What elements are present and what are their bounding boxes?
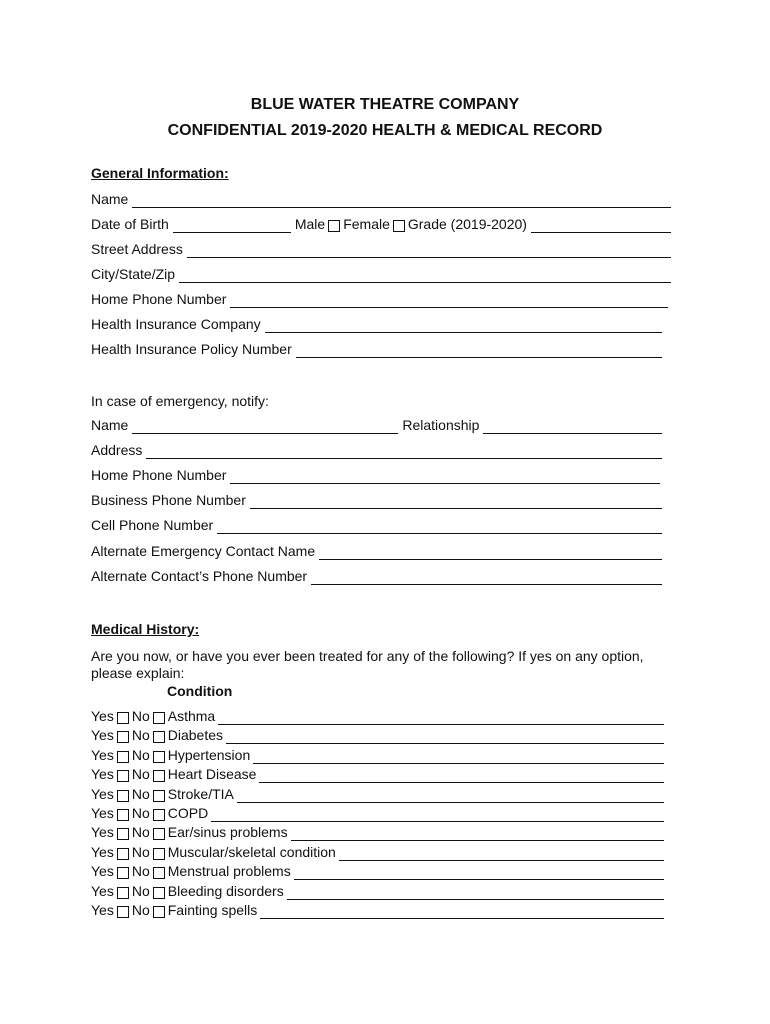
- yes-label: Yes: [91, 843, 114, 860]
- condition-label: Stroke/TIA: [167, 785, 234, 802]
- yes-label: Yes: [91, 824, 114, 841]
- condition-explain-field[interactable]: [218, 710, 664, 725]
- condition-explain-field[interactable]: [294, 865, 664, 880]
- no-label: No: [131, 882, 150, 899]
- yes-checkbox[interactable]: [117, 887, 129, 899]
- grade-field[interactable]: [531, 218, 671, 233]
- no-checkbox[interactable]: [153, 906, 165, 918]
- city-row: [91, 265, 671, 283]
- no-label: No: [131, 708, 150, 724]
- condition-explain-field[interactable]: [287, 885, 664, 900]
- condition-row: [91, 901, 664, 919]
- condition-label: Hypertension: [167, 746, 251, 763]
- emergency-home-phone-label: Home Phone Number: [91, 467, 227, 483]
- home-phone-label: Home Phone Number: [91, 291, 227, 307]
- emergency-address-label: Address: [91, 442, 143, 458]
- emergency-home-phone-row: [91, 466, 660, 484]
- insurance-company-row: [91, 315, 662, 333]
- yes-checkbox[interactable]: [117, 770, 129, 782]
- no-label: No: [131, 805, 150, 821]
- condition-explain-field[interactable]: [291, 826, 664, 841]
- condition-label: Diabetes: [167, 727, 224, 744]
- home-phone-row: [91, 290, 668, 308]
- street-label: Street Address: [91, 241, 183, 257]
- yes-checkbox[interactable]: [117, 790, 129, 802]
- condition-label: Muscular/skeletal condition: [167, 843, 336, 860]
- condition-row: [91, 746, 664, 764]
- business-phone-row: [91, 491, 662, 509]
- condition-explain-field[interactable]: [260, 904, 664, 919]
- yes-label: Yes: [91, 785, 114, 802]
- yes-checkbox[interactable]: [117, 809, 129, 821]
- condition-row: [91, 804, 664, 822]
- form-title: CONFIDENTIAL 2019-2020 HEALTH & MEDICAL RECORD: [167, 122, 603, 139]
- no-label: No: [131, 746, 150, 763]
- alt-contact-name-row: [91, 542, 662, 560]
- condition-explain-field[interactable]: [259, 768, 664, 783]
- condition-row: [91, 707, 664, 725]
- condition-label: Menstrual problems: [167, 863, 291, 880]
- emergency-address-row: [91, 441, 662, 459]
- general-info-heading: General Information:: [91, 165, 229, 181]
- yes-label: Yes: [91, 882, 114, 899]
- yes-label: Yes: [91, 708, 114, 724]
- alt-contact-name-label: Alternate Emergency Contact Name: [91, 543, 316, 559]
- city-label: City/State/Zip: [91, 266, 176, 282]
- condition-explain-field[interactable]: [253, 749, 664, 764]
- no-checkbox[interactable]: [153, 848, 165, 860]
- insurance-company-field[interactable]: [265, 318, 662, 333]
- grade-label: Grade (2019-2020): [407, 216, 527, 232]
- dob-field[interactable]: [173, 218, 291, 233]
- insurance-company-label: Health Insurance Company: [91, 316, 261, 332]
- male-checkbox[interactable]: [328, 220, 340, 232]
- relationship-field[interactable]: [483, 419, 662, 434]
- no-checkbox[interactable]: [153, 712, 165, 724]
- name-label: Name: [91, 191, 129, 207]
- yes-label: Yes: [91, 902, 114, 918]
- name-field-row: [91, 190, 671, 208]
- condition-row: [91, 785, 664, 803]
- emergency-name-row: [91, 416, 662, 434]
- no-label: No: [131, 843, 150, 860]
- no-checkbox[interactable]: [153, 828, 165, 840]
- condition-label: Bleeding disorders: [167, 882, 284, 899]
- emergency-address-field[interactable]: [146, 444, 662, 459]
- no-checkbox[interactable]: [153, 809, 165, 821]
- condition-row: [91, 882, 664, 900]
- condition-explain-field[interactable]: [339, 846, 664, 861]
- name-field[interactable]: [132, 193, 671, 208]
- emergency-name-field[interactable]: [132, 419, 398, 434]
- alt-contact-name-field[interactable]: [319, 545, 662, 560]
- condition-column-header: Condition: [167, 683, 233, 699]
- condition-row: [91, 765, 664, 783]
- cell-phone-label: Cell Phone Number: [91, 517, 214, 533]
- emergency-name-label: Name: [91, 417, 129, 433]
- yes-checkbox[interactable]: [117, 731, 129, 743]
- condition-label: Ear/sinus problems: [167, 824, 288, 841]
- medical-question: Are you now, or have you ever been treated for any of the following? If yes on any option, please explain:: [91, 648, 644, 681]
- emergency-home-phone-field[interactable]: [230, 469, 660, 484]
- no-label: No: [131, 727, 150, 744]
- condition-row: [91, 726, 664, 744]
- relationship-label: Relationship: [402, 417, 480, 433]
- no-label: No: [131, 902, 150, 918]
- alt-contact-phone-label: Alternate Contact’s Phone Number: [91, 568, 308, 584]
- no-label: No: [131, 785, 150, 802]
- yes-checkbox[interactable]: [117, 712, 129, 724]
- condition-label: Asthma: [167, 708, 216, 724]
- yes-label: Yes: [91, 805, 114, 821]
- medical-history-heading: Medical History:: [91, 621, 200, 637]
- condition-row: [91, 823, 664, 841]
- home-phone-field[interactable]: [230, 293, 668, 308]
- condition-explain-field[interactable]: [211, 807, 664, 822]
- dob-gender-grade-row: [91, 215, 671, 233]
- cell-phone-row: [91, 516, 662, 534]
- yes-label: Yes: [91, 863, 114, 880]
- yes-checkbox[interactable]: [117, 867, 129, 879]
- condition-label: Fainting spells: [167, 902, 258, 918]
- yes-label: Yes: [91, 766, 114, 783]
- no-checkbox[interactable]: [153, 770, 165, 782]
- yes-checkbox[interactable]: [117, 828, 129, 840]
- no-label: No: [131, 863, 150, 880]
- male-label: Male: [294, 216, 326, 232]
- company-title: BLUE WATER THEATRE COMPANY: [250, 96, 520, 113]
- condition-explain-field[interactable]: [226, 729, 664, 744]
- city-field[interactable]: [179, 268, 671, 283]
- no-checkbox[interactable]: [153, 790, 165, 802]
- female-checkbox[interactable]: [393, 220, 405, 232]
- policy-number-row: [91, 340, 662, 358]
- no-checkbox[interactable]: [153, 751, 165, 763]
- yes-checkbox[interactable]: [117, 848, 129, 860]
- yes-label: Yes: [91, 727, 114, 744]
- policy-number-label: Health Insurance Policy Number: [91, 341, 292, 357]
- business-phone-label: Business Phone Number: [91, 492, 246, 508]
- alt-contact-phone-field[interactable]: [311, 570, 662, 585]
- no-label: No: [131, 824, 150, 841]
- condition-label: Heart Disease: [167, 766, 257, 783]
- condition-row: [91, 862, 664, 880]
- condition-label: COPD: [167, 805, 209, 821]
- condition-explain-field[interactable]: [237, 788, 664, 803]
- yes-checkbox[interactable]: [117, 751, 129, 763]
- yes-checkbox[interactable]: [117, 906, 129, 918]
- emergency-intro: In case of emergency, notify:: [91, 393, 269, 409]
- no-checkbox[interactable]: [153, 887, 165, 899]
- condition-row: [91, 843, 664, 861]
- policy-number-field[interactable]: [296, 343, 662, 358]
- yes-label: Yes: [91, 746, 114, 763]
- no-checkbox[interactable]: [153, 731, 165, 743]
- alt-contact-phone-row: [91, 567, 662, 585]
- business-phone-field[interactable]: [250, 494, 662, 509]
- street-row: [91, 240, 671, 258]
- cell-phone-field[interactable]: [217, 519, 662, 534]
- no-checkbox[interactable]: [153, 867, 165, 879]
- no-label: No: [131, 766, 150, 783]
- street-field[interactable]: [187, 243, 671, 258]
- dob-label: Date of Birth: [91, 216, 169, 232]
- female-label: Female: [343, 216, 390, 232]
